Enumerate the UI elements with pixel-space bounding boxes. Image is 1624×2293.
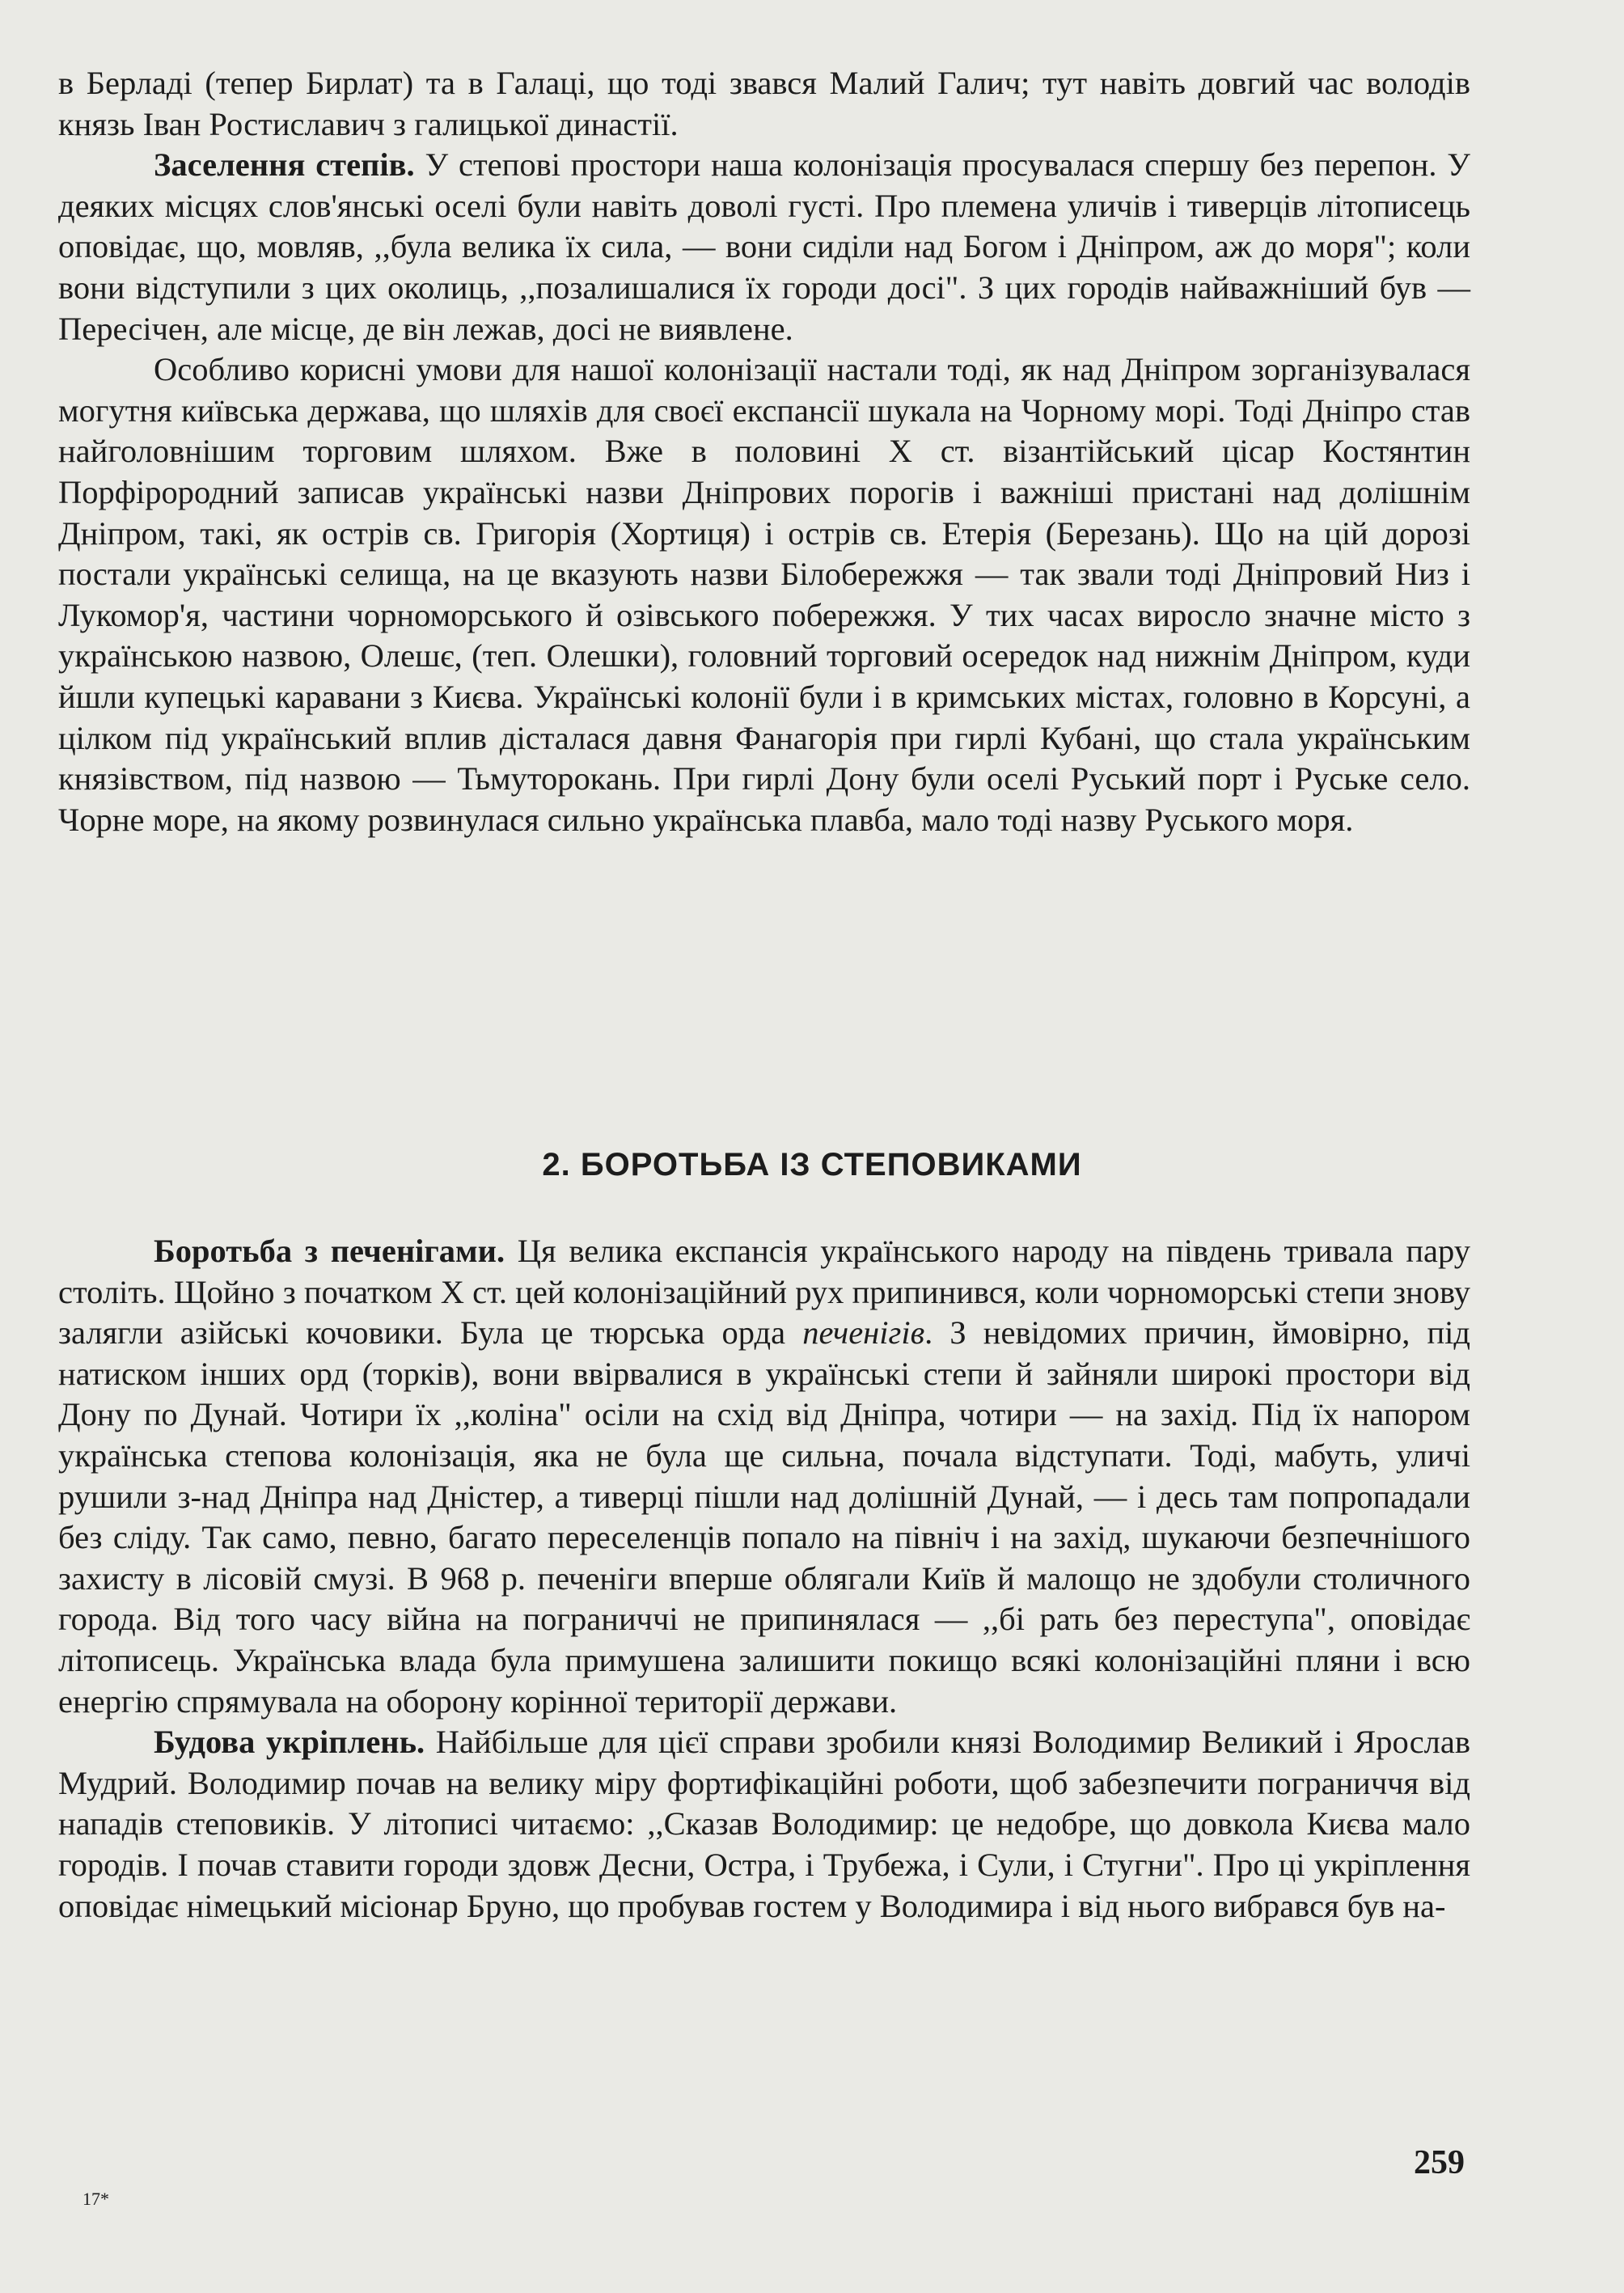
section-heading: 2. БОРОТЬБА ІЗ СТЕПОВИКАМИ bbox=[542, 1147, 1082, 1182]
page-number: 259 bbox=[1414, 2144, 1465, 2181]
paragraph-steppe-settlement bbox=[58, 145, 1470, 349]
paragraph-pechenegs bbox=[58, 1231, 1470, 1722]
paragraph-body: У степові простори наша колонізація просувалася спершу без перепон. У деяких місцях слов'янські оселі були навіть доволі густі. Про племена уличів і тиверців літописець оповідає, що, мовляв, ,,була велика їх сила, — вони сиділи над Богом і Дніпром, аж до моря"; коли вони відступили з цих околиць, ,,позалишалися їх городи досі". З цих городів найважніший був — Пересічен, але місце, де він лежав, досі не виявлене. bbox=[58, 146, 1470, 347]
paragraph-body: . З невідомих причин, ймовірно, під натиском інших орд (торків), вони ввірвалися в українські степи й зайняли широкі простори від Дону по Дунай. Чотири їх ,,коліна" осіли на схід від Дніпра, чотири — на захід. Під їх напором українська степова колонізація, яка не була ще сильна, почала відступати. Тоді, мабуть, уличі рушили з-над Дніпра над Дністер, а тиверці пішли над долішній Дунай, — і десь там попропадали без сліду. Так само, певно, багато переселенців попало на північ і на захід, шукаючи безпечнішого захисту в лісовій смузі. В 968 р. печеніги вперше облягали Київ й малощо не здобули столичного города. Від того часу війна на пограниччі не припинялася — ,,бі рать без переступа", оповідає літописець. Українська влада була примушена залишити покищо всякі колонізаційні пляни і всю енергію спрямувала на оборону корінної території держави. bbox=[58, 1314, 1470, 1720]
signature-mark: 17* bbox=[82, 2189, 109, 2209]
bottom-text-block bbox=[58, 1231, 1470, 1927]
paragraph-body: Ця велика експансія українського народу на південь тривала пару століть. Щойно з початком Х ст. цей колонізаційний рух припинився, коли чорноморські степи знову залягли азійські кочовики. Була це тюрська орда bbox=[58, 1233, 1470, 1352]
paragraph-lead: Будова укріплень. bbox=[154, 1724, 425, 1761]
italic-term: печенігів bbox=[802, 1314, 925, 1352]
paragraph-continuation: в Берладі (тепер Бирлат) та в Галаці, що тоді звався Малий Галич; тут навіть довгий час володів князь Іван Ростиславич з галицької династії. bbox=[58, 65, 1470, 142]
paragraph-lead: Боротьба з печенігами. bbox=[154, 1233, 505, 1269]
paragraph-body: Найбільше для цієї справи зробили князі Володимир Великий і Ярослав Мудрий. Володимир почав на велику міру фортифікаційні роботи, щоб забезпечити пограниччя від нападів степовиків. У літописі читаємо: ,,Сказав Володимир: це недобре, що довкола Києва мало городів. І почав ставити городи здовж Десни, Остра, і Трубежа, і Сули, і Стугни". Про ці укріплення оповідає німецький місіонар Бруно, що пробував гостем у Володимира і від нього вибрався був на- bbox=[58, 1724, 1470, 1924]
paragraph-lead: Заселення степів. bbox=[154, 146, 415, 184]
paragraph-kyiv-colonization: Особливо корисні умови для нашої колонізації настали тоді, як над Дніпром зорганізувалася могутня київська держава, що шляхів для своєї експансії шукала на Чорному морі. Тоді Дніпро став найголовнішим торговим шляхом. Вже в половині Х ст. візантійський цісар Костянтин Порфірородний записав українські назви Дніпрових порогів і важніші пристані над долішнім Дніпром, такі, як острів св. Григорія (Хортиця) і острів св. Етерія (Березань). Що на цій дорозі постали українські селища, на це вказують назви Білобережжя — так звали тоді Дніпровий Низ і Лукомор'я, частини чорноморського й озівського побережжя. У тих часах виросло значне місто з українською назвою, Олешє, (теп. Олешки), головний торговий осередок над нижнім Дніпром, куди йшли купецькі каравани з Києва. Українські колонії були і в кримських містах, головно в Корсуні, а цілком під український вплив дісталася давня Фанагорія при гирлі Кубані, що стала українським князівством, під назвою — Тьмуторокань. При гирлі Дону були оселі Руський порт і Руське село. Чорне море, на якому розвинулася сильно українська плавба, мало тоді назву Руського моря. bbox=[58, 351, 1470, 838]
paragraph-fortifications bbox=[58, 1722, 1470, 1927]
top-text-block bbox=[58, 63, 1470, 840]
